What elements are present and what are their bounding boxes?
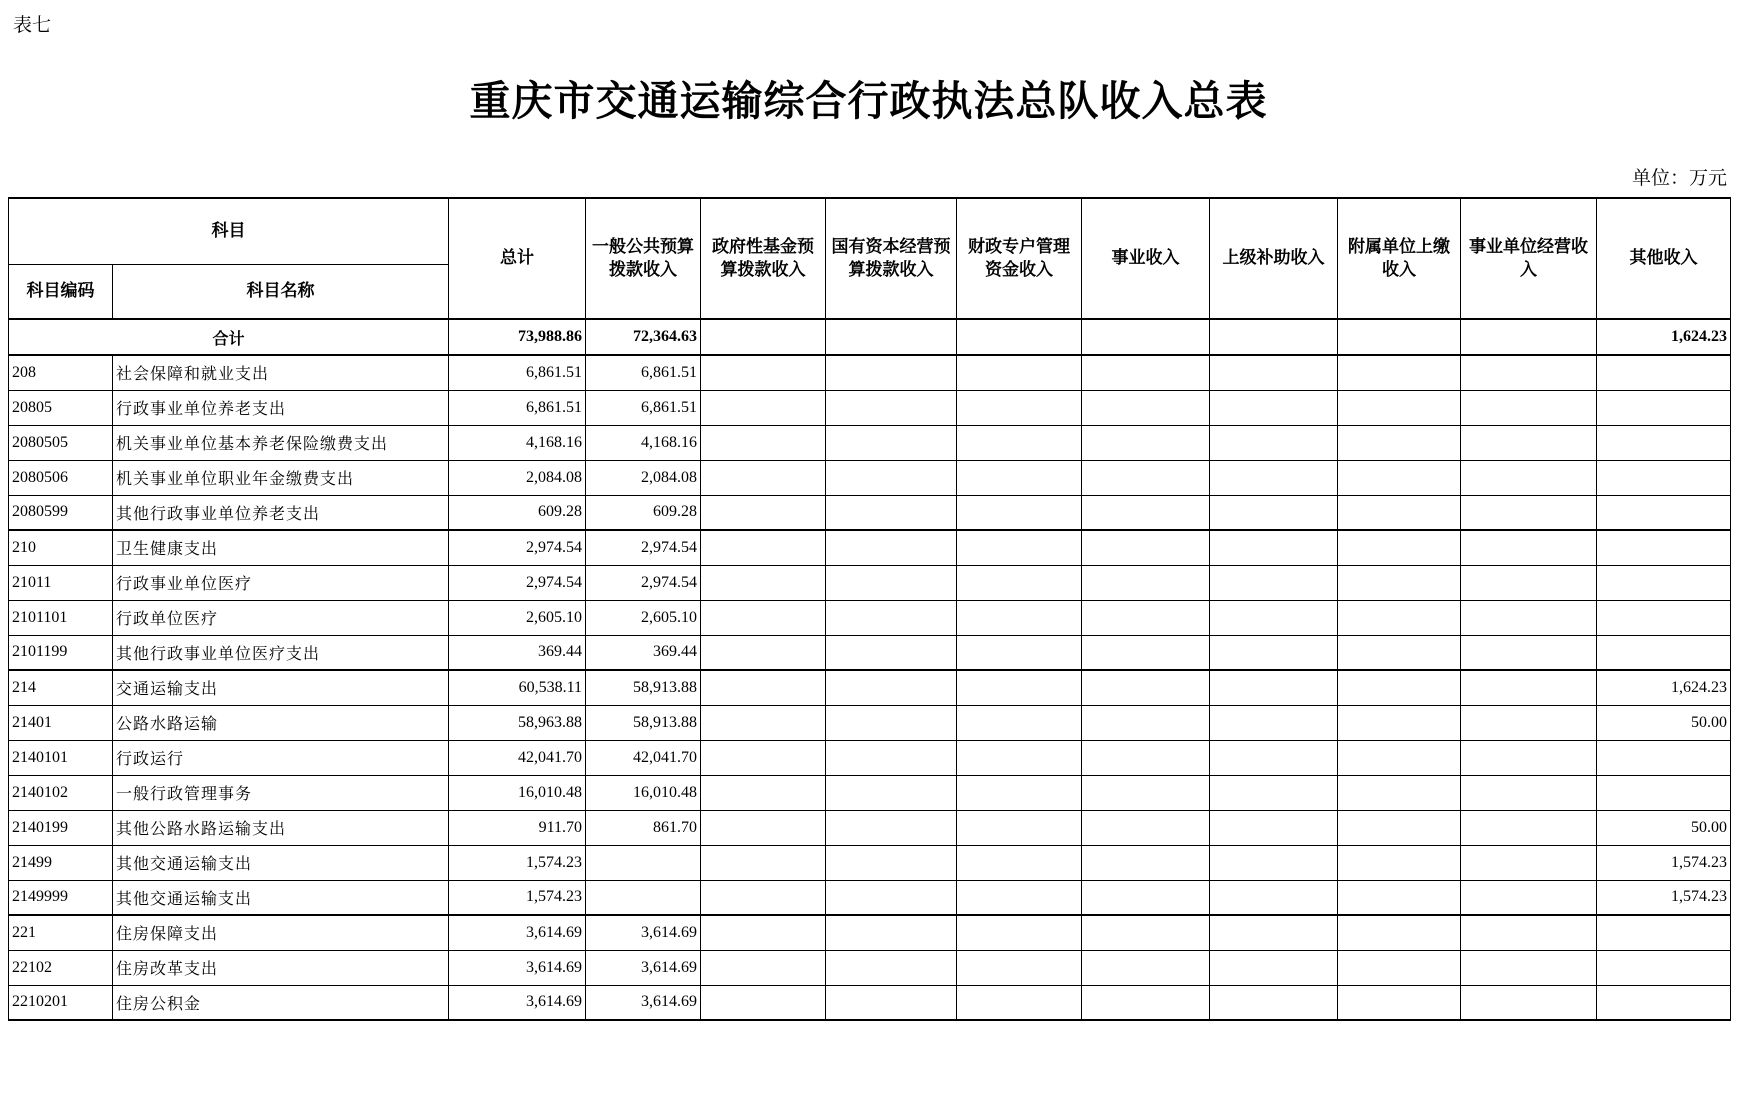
- amount-cell: [1082, 985, 1210, 1020]
- amount-cell: 2,974.54: [449, 530, 586, 565]
- amount-cell: 50.00: [1597, 810, 1731, 845]
- table-row: [9, 985, 1731, 1020]
- amount-cell: [701, 635, 826, 670]
- amount-cell: 3,614.69: [449, 950, 586, 985]
- subject-name-cell: 公路水路运输: [113, 705, 449, 740]
- amount-cell: [701, 390, 826, 425]
- amount-cell: 369.44: [586, 635, 701, 670]
- subject-code-cell: 2080506: [9, 460, 113, 495]
- amount-cell: [1338, 425, 1461, 460]
- amount-cell: [826, 635, 957, 670]
- subject-code-cell: 208: [9, 355, 113, 390]
- amount-cell: [1461, 845, 1597, 880]
- amount-cell: [1338, 985, 1461, 1020]
- total-label: 合计: [9, 319, 449, 355]
- subject-name-cell: 住房保障支出: [113, 915, 449, 950]
- subject-code-cell: 21011: [9, 565, 113, 600]
- total-cell: [701, 319, 826, 355]
- total-cell: [826, 319, 957, 355]
- amount-cell: 3,614.69: [449, 915, 586, 950]
- amount-cell: [701, 740, 826, 775]
- amount-cell: [1461, 740, 1597, 775]
- subject-name-cell: 一般行政管理事务: [113, 775, 449, 810]
- amount-cell: [1082, 460, 1210, 495]
- subject-code-cell: 20805: [9, 390, 113, 425]
- amount-cell: [701, 705, 826, 740]
- amount-cell: [1461, 880, 1597, 915]
- amount-cell: [1210, 775, 1338, 810]
- table-row: [9, 530, 1731, 565]
- amount-cell: [701, 775, 826, 810]
- subject-code-cell: 2210201: [9, 985, 113, 1020]
- amount-cell: [1082, 845, 1210, 880]
- amount-cell: [1210, 635, 1338, 670]
- column-header-special-account: 财政专户管理资金收入: [957, 198, 1082, 319]
- amount-cell: [701, 810, 826, 845]
- amount-cell: 2,605.10: [449, 600, 586, 635]
- amount-cell: [1210, 600, 1338, 635]
- unit-label: 单位：万元: [1631, 167, 1727, 189]
- amount-cell: [701, 670, 826, 705]
- subject-name-cell: 其他行政事业单位养老支出: [113, 495, 449, 530]
- amount-cell: [1597, 390, 1731, 425]
- column-header-state-capital: 国有资本经营预算拨款收入: [826, 198, 957, 319]
- amount-cell: [1461, 985, 1597, 1020]
- amount-cell: [1338, 810, 1461, 845]
- amount-cell: [957, 425, 1082, 460]
- column-header-superior-subsidy: 上级补助收入: [1210, 198, 1338, 319]
- column-header-operating-income: 事业单位经营收入: [1461, 198, 1597, 319]
- amount-cell: [826, 880, 957, 915]
- amount-cell: [1597, 740, 1731, 775]
- amount-cell: [701, 460, 826, 495]
- subject-group-header: 科目: [9, 198, 449, 265]
- subject-name-cell: 行政事业单位医疗: [113, 565, 449, 600]
- table-row: [9, 355, 1731, 390]
- amount-cell: 16,010.48: [449, 775, 586, 810]
- table-row: [9, 880, 1731, 915]
- amount-cell: [957, 355, 1082, 390]
- amount-cell: [701, 950, 826, 985]
- amount-cell: [1210, 845, 1338, 880]
- subject-name-cell: 交通运输支出: [113, 670, 449, 705]
- amount-cell: [586, 845, 701, 880]
- subject-code-cell: 2080599: [9, 495, 113, 530]
- amount-cell: [1210, 810, 1338, 845]
- table-row: [9, 810, 1731, 845]
- amount-cell: [826, 740, 957, 775]
- amount-cell: 3,614.69: [586, 950, 701, 985]
- amount-cell: 1,574.23: [1597, 845, 1731, 880]
- subject-code-cell: 2101101: [9, 600, 113, 635]
- amount-cell: [1461, 670, 1597, 705]
- amount-cell: 58,913.88: [586, 670, 701, 705]
- amount-cell: [957, 600, 1082, 635]
- subject-code-cell: 221: [9, 915, 113, 950]
- amount-cell: [1082, 670, 1210, 705]
- total-cell: [1461, 319, 1597, 355]
- amount-cell: [1461, 460, 1597, 495]
- amount-cell: [957, 950, 1082, 985]
- amount-cell: [586, 880, 701, 915]
- amount-cell: 58,913.88: [586, 705, 701, 740]
- amount-cell: [1082, 495, 1210, 530]
- amount-cell: [1461, 775, 1597, 810]
- amount-cell: 3,614.69: [586, 915, 701, 950]
- amount-cell: [1461, 565, 1597, 600]
- subject-code-cell: 2101199: [9, 635, 113, 670]
- amount-cell: 1,624.23: [1597, 670, 1731, 705]
- amount-cell: 16,010.48: [586, 775, 701, 810]
- amount-cell: [1597, 565, 1731, 600]
- amount-cell: [1338, 355, 1461, 390]
- amount-cell: [1210, 950, 1338, 985]
- amount-cell: [1597, 635, 1731, 670]
- amount-cell: [1338, 705, 1461, 740]
- total-cell: [1210, 319, 1338, 355]
- amount-cell: [1338, 775, 1461, 810]
- amount-cell: [826, 810, 957, 845]
- subject-name-cell: 行政运行: [113, 740, 449, 775]
- amount-cell: [1082, 950, 1210, 985]
- amount-cell: 2,605.10: [586, 600, 701, 635]
- table-row: [9, 460, 1731, 495]
- total-cell: 73,988.86: [449, 319, 586, 355]
- amount-cell: [826, 950, 957, 985]
- amount-cell: [1082, 425, 1210, 460]
- amount-cell: [1338, 565, 1461, 600]
- subject-name-cell: 行政事业单位养老支出: [113, 390, 449, 425]
- total-cell: 1,624.23: [1597, 319, 1731, 355]
- amount-cell: [1338, 915, 1461, 950]
- amount-cell: [1461, 705, 1597, 740]
- amount-cell: [1338, 740, 1461, 775]
- amount-cell: [826, 565, 957, 600]
- column-header-gov-fund: 政府性基金预算拨款收入: [701, 198, 826, 319]
- table-row: [9, 565, 1731, 600]
- table-row: [9, 635, 1731, 670]
- amount-cell: [826, 425, 957, 460]
- amount-cell: 911.70: [449, 810, 586, 845]
- subject-name-cell: 住房公积金: [113, 985, 449, 1020]
- amount-cell: [1597, 775, 1731, 810]
- amount-cell: [701, 985, 826, 1020]
- amount-cell: [1082, 635, 1210, 670]
- amount-cell: [1597, 355, 1731, 390]
- subject-code-cell: 2149999: [9, 880, 113, 915]
- amount-cell: [1461, 950, 1597, 985]
- amount-cell: 50.00: [1597, 705, 1731, 740]
- amount-cell: [957, 705, 1082, 740]
- amount-cell: 4,168.16: [449, 425, 586, 460]
- amount-cell: 2,974.54: [586, 530, 701, 565]
- amount-cell: [701, 355, 826, 390]
- amount-cell: [1461, 810, 1597, 845]
- column-header-affiliated-remit: 附属单位上缴收入: [1338, 198, 1461, 319]
- column-header-total: 总计: [449, 198, 586, 319]
- table-row: [9, 740, 1731, 775]
- amount-cell: [1597, 530, 1731, 565]
- amount-cell: [1210, 670, 1338, 705]
- amount-cell: [1210, 880, 1338, 915]
- amount-cell: [826, 495, 957, 530]
- subject-name-cell: 住房改革支出: [113, 950, 449, 985]
- amount-cell: 609.28: [449, 495, 586, 530]
- amount-cell: 4,168.16: [586, 425, 701, 460]
- subject-code-cell: 21499: [9, 845, 113, 880]
- amount-cell: [1082, 390, 1210, 425]
- amount-cell: [1461, 635, 1597, 670]
- amount-cell: 2,974.54: [449, 565, 586, 600]
- amount-cell: [1597, 915, 1731, 950]
- subject-code-cell: 2080505: [9, 425, 113, 460]
- amount-cell: [1597, 985, 1731, 1020]
- table-row: [9, 915, 1731, 950]
- table-row: [9, 600, 1731, 635]
- amount-cell: [957, 495, 1082, 530]
- table-row: [9, 425, 1731, 460]
- amount-cell: [1597, 460, 1731, 495]
- subject-name-cell: 其他行政事业单位医疗支出: [113, 635, 449, 670]
- table-body: [9, 319, 1731, 1020]
- amount-cell: [1082, 600, 1210, 635]
- amount-cell: [1210, 460, 1338, 495]
- amount-cell: [957, 845, 1082, 880]
- amount-cell: [1210, 530, 1338, 565]
- table-row: [9, 390, 1731, 425]
- table-number: 表七: [13, 14, 52, 36]
- amount-cell: 60,538.11: [449, 670, 586, 705]
- amount-cell: [1338, 635, 1461, 670]
- table-row: [9, 495, 1731, 530]
- amount-cell: [1082, 355, 1210, 390]
- amount-cell: [957, 460, 1082, 495]
- amount-cell: [1210, 985, 1338, 1020]
- table-row: [9, 775, 1731, 810]
- amount-cell: [1210, 915, 1338, 950]
- table-header: [9, 198, 1731, 319]
- amount-cell: [701, 565, 826, 600]
- amount-cell: [957, 740, 1082, 775]
- amount-cell: 6,861.51: [449, 390, 586, 425]
- column-header-other-income: 其他收入: [1597, 198, 1731, 319]
- amount-cell: [701, 600, 826, 635]
- amount-cell: [957, 390, 1082, 425]
- table-row: [9, 845, 1731, 880]
- amount-cell: [701, 425, 826, 460]
- amount-cell: [957, 775, 1082, 810]
- amount-cell: 2,084.08: [449, 460, 586, 495]
- subject-code-cell: 2140101: [9, 740, 113, 775]
- amount-cell: [1461, 495, 1597, 530]
- amount-cell: 6,861.51: [449, 355, 586, 390]
- amount-cell: 2,974.54: [586, 565, 701, 600]
- amount-cell: [826, 530, 957, 565]
- amount-cell: [701, 495, 826, 530]
- amount-cell: [826, 460, 957, 495]
- amount-cell: [1461, 355, 1597, 390]
- amount-cell: [1338, 950, 1461, 985]
- income-summary-table: [8, 197, 1731, 1021]
- amount-cell: 3,614.69: [449, 985, 586, 1020]
- amount-cell: [1461, 425, 1597, 460]
- total-row: [9, 319, 1731, 355]
- amount-cell: [1338, 845, 1461, 880]
- amount-cell: [1210, 425, 1338, 460]
- table-row: [9, 950, 1731, 985]
- amount-cell: [957, 635, 1082, 670]
- amount-cell: [1597, 495, 1731, 530]
- subject-name-header: 科目名称: [113, 265, 449, 320]
- subject-code-cell: 2140102: [9, 775, 113, 810]
- table-row: [9, 705, 1731, 740]
- subject-name-cell: 行政单位医疗: [113, 600, 449, 635]
- subject-code-header: 科目编码: [9, 265, 113, 320]
- amount-cell: [1210, 495, 1338, 530]
- amount-cell: [1082, 740, 1210, 775]
- subject-name-cell: 其他公路水路运输支出: [113, 810, 449, 845]
- amount-cell: [1210, 740, 1338, 775]
- amount-cell: [1082, 810, 1210, 845]
- subject-code-cell: 22102: [9, 950, 113, 985]
- amount-cell: [1338, 390, 1461, 425]
- amount-cell: [701, 845, 826, 880]
- amount-cell: [1338, 495, 1461, 530]
- amount-cell: [957, 810, 1082, 845]
- amount-cell: 609.28: [586, 495, 701, 530]
- subject-name-cell: 社会保障和就业支出: [113, 355, 449, 390]
- amount-cell: [1082, 705, 1210, 740]
- amount-cell: 861.70: [586, 810, 701, 845]
- amount-cell: [1338, 880, 1461, 915]
- amount-cell: [826, 705, 957, 740]
- amount-cell: [1338, 460, 1461, 495]
- subject-name-cell: 其他交通运输支出: [113, 845, 449, 880]
- amount-cell: [957, 915, 1082, 950]
- amount-cell: [826, 915, 957, 950]
- amount-cell: 1,574.23: [449, 880, 586, 915]
- total-cell: [1338, 319, 1461, 355]
- amount-cell: [1597, 950, 1731, 985]
- amount-cell: [1082, 880, 1210, 915]
- amount-cell: [1210, 705, 1338, 740]
- amount-cell: [957, 565, 1082, 600]
- subject-name-cell: 机关事业单位基本养老保险缴费支出: [113, 425, 449, 460]
- amount-cell: 42,041.70: [449, 740, 586, 775]
- amount-cell: [826, 390, 957, 425]
- amount-cell: [1210, 355, 1338, 390]
- amount-cell: [826, 985, 957, 1020]
- amount-cell: 6,861.51: [586, 355, 701, 390]
- amount-cell: [826, 775, 957, 810]
- amount-cell: [701, 915, 826, 950]
- subject-code-cell: 2140199: [9, 810, 113, 845]
- amount-cell: [1082, 915, 1210, 950]
- amount-cell: [1082, 530, 1210, 565]
- subject-code-cell: 21401: [9, 705, 113, 740]
- amount-cell: [1461, 915, 1597, 950]
- total-cell: 72,364.63: [586, 319, 701, 355]
- amount-cell: [1082, 775, 1210, 810]
- subject-name-cell: 卫生健康支出: [113, 530, 449, 565]
- amount-cell: [826, 355, 957, 390]
- total-cell: [1082, 319, 1210, 355]
- amount-cell: [1461, 530, 1597, 565]
- subject-code-cell: 214: [9, 670, 113, 705]
- subject-code-cell: 210: [9, 530, 113, 565]
- amount-cell: [957, 530, 1082, 565]
- amount-cell: [1461, 600, 1597, 635]
- amount-cell: [957, 880, 1082, 915]
- amount-cell: [957, 670, 1082, 705]
- amount-cell: [1338, 670, 1461, 705]
- amount-cell: [1597, 600, 1731, 635]
- amount-cell: [1338, 600, 1461, 635]
- amount-cell: [826, 600, 957, 635]
- amount-cell: [1210, 390, 1338, 425]
- table-row: [9, 670, 1731, 705]
- amount-cell: 58,963.88: [449, 705, 586, 740]
- column-header-general-budget: 一般公共预算拨款收入: [586, 198, 701, 319]
- amount-cell: [826, 845, 957, 880]
- amount-cell: [826, 670, 957, 705]
- amount-cell: [957, 985, 1082, 1020]
- amount-cell: [1338, 530, 1461, 565]
- page-title: 重庆市交通运输综合行政执法总队收入总表: [469, 77, 1268, 125]
- subject-name-cell: 机关事业单位职业年金缴费支出: [113, 460, 449, 495]
- amount-cell: 42,041.70: [586, 740, 701, 775]
- amount-cell: 369.44: [449, 635, 586, 670]
- amount-cell: [1461, 390, 1597, 425]
- amount-cell: 1,574.23: [1597, 880, 1731, 915]
- amount-cell: 1,574.23: [449, 845, 586, 880]
- total-cell: [957, 319, 1082, 355]
- amount-cell: 2,084.08: [586, 460, 701, 495]
- amount-cell: [1597, 425, 1731, 460]
- amount-cell: [701, 530, 826, 565]
- amount-cell: 3,614.69: [586, 985, 701, 1020]
- amount-cell: [701, 880, 826, 915]
- subject-name-cell: 其他交通运输支出: [113, 880, 449, 915]
- column-header-business-income: 事业收入: [1082, 198, 1210, 319]
- amount-cell: [1210, 565, 1338, 600]
- amount-cell: [1082, 565, 1210, 600]
- amount-cell: 6,861.51: [586, 390, 701, 425]
